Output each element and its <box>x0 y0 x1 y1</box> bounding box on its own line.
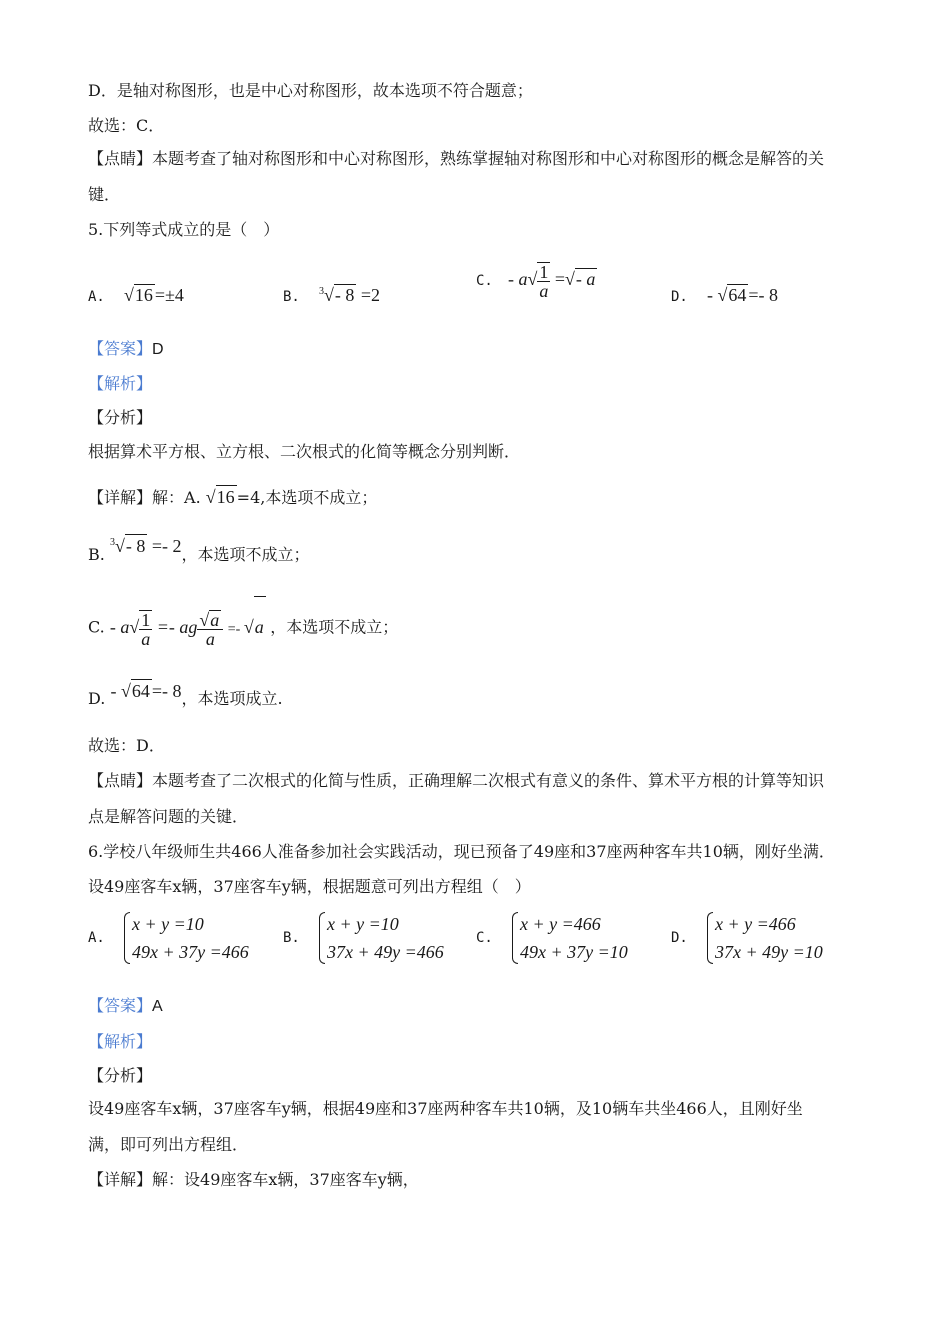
q5-comment-line1: 【点睛】本题考查了二次根式的化简与性质，正确理解二次根式有意义的条件、算术平方根的计算等知识 <box>88 771 825 790</box>
denominator: a <box>141 628 151 649</box>
q6-fenxi-tag: 【分析】 <box>88 1066 153 1085</box>
option-letter: B. <box>283 930 300 946</box>
radicand: 64 <box>131 681 150 701</box>
q6-option-c <box>476 910 628 966</box>
coefficient: - a <box>109 617 130 637</box>
answer-tag: 【答案】 <box>88 339 153 358</box>
option-letter: D. <box>671 930 688 946</box>
radicand: 16 <box>216 487 235 507</box>
q4-option-d-text: D．是轴对称图形，也是中心对称图形，故本选项不符合题意； <box>88 81 533 100</box>
coefficient: - a <box>507 269 528 290</box>
equation-2: 49x + 37y =466 <box>131 942 249 962</box>
denominator: a <box>205 628 215 649</box>
q4-choice: 故选：C． <box>88 116 165 135</box>
detail-suffix: =4,本选项不成立； <box>236 488 378 507</box>
q6-option-b <box>283 910 444 966</box>
q6-option-a <box>88 910 249 966</box>
q6-stem-line1: 6.学校八年级师生共466人准备参加社会实践活动，现已预备了49座和37座两种客车共10辆，刚好坐满． <box>88 842 835 861</box>
radicand: - 8 <box>125 536 146 556</box>
detail-prefix: 解：A. <box>152 488 201 507</box>
minus-sign: - <box>706 285 713 305</box>
detail-suffix: ，本选项成立. <box>181 689 283 708</box>
answer-value: A <box>152 998 163 1015</box>
q4-comment-line1: 【点睛】本题考查了轴对称图形和中心对称图形，熟练掌握轴对称图形和中心对称图形的概念是解答的关 <box>88 149 825 168</box>
detail-tag: 【详解】 <box>88 488 153 507</box>
option-letter: C. <box>476 930 493 946</box>
detail-prefix: B. <box>88 545 105 564</box>
q6-answer <box>88 995 163 1018</box>
equation-1: x + y =10 <box>326 914 399 934</box>
middle-term: =- ag <box>156 617 198 637</box>
detail-prefix: D. <box>88 689 106 708</box>
rhs: =±4 <box>154 285 184 305</box>
root-index: 3 <box>109 537 115 548</box>
rhs: =- 8 <box>151 681 182 701</box>
rhs: =- 8 <box>748 285 778 305</box>
equals: =- <box>227 622 244 637</box>
equals: = <box>554 269 565 290</box>
q5-analysis: 根据算术平方根、立方根、二次根式的化简等概念分别判断． <box>88 442 521 461</box>
detail-text: 解：设49座客车x辆，37座客车y辆， <box>152 1170 419 1189</box>
option-letter: A. <box>88 289 105 305</box>
rhs: =- 2 <box>151 536 182 556</box>
q6-detail <box>88 1169 419 1191</box>
q5-stem: 5.下列等式成立的是（ ） <box>88 220 280 239</box>
detail-tag: 【详解】 <box>88 1170 153 1189</box>
rhs: =2 <box>360 285 380 305</box>
detail-suffix: ，本选项不成立； <box>270 617 399 637</box>
q6-stem-line2: 设49座客车x辆，37座客车y辆，根据题意可列出方程组（ ） <box>88 877 531 896</box>
denominator: a <box>539 281 549 301</box>
detail-suffix: ，本选项不成立； <box>181 545 310 564</box>
equation-1: x + y =466 <box>714 914 796 934</box>
radicand: a <box>254 596 266 657</box>
q5-comment-line2: 点是解答问题的关键． <box>88 807 249 826</box>
equation-2: 37x + 49y =466 <box>326 942 444 962</box>
q4-comment-line2: 键． <box>88 185 121 204</box>
answer-tag: 【答案】 <box>88 996 153 1015</box>
q5-fenxi-tag: 【分析】 <box>88 408 153 427</box>
q5-choice: 故选：D． <box>88 736 165 755</box>
root-index: 3 <box>318 286 324 297</box>
option-letter: B. <box>283 289 300 305</box>
radicand: - a <box>575 269 596 290</box>
equation-2: 49x + 37y =10 <box>519 942 628 962</box>
radicand: 64 <box>728 285 747 305</box>
q6-analysis-line1: 设49座客车x辆，37座客车y辆，根据49座和37座两种客车共10辆，及10辆车共坐466人，且刚好坐 <box>88 1099 803 1118</box>
radicand: 16 <box>134 285 153 305</box>
minus-sign: - <box>110 681 117 701</box>
q6-jiexi-tag: 【解析】 <box>88 1032 153 1051</box>
q5-detail-d: D. - √64 =- 8，本选项成立. <box>88 681 283 708</box>
equation-2: 37x + 49y =10 <box>714 942 823 962</box>
numerator: a <box>210 609 220 630</box>
numerator: 1 <box>539 262 549 282</box>
option-letter: C. <box>476 273 493 289</box>
equation-1: x + y =10 <box>131 914 204 934</box>
answer-value: D <box>152 341 164 358</box>
q5-option-d: D. - √64 =- 8 <box>671 285 778 305</box>
detail-prefix: C. <box>88 617 105 637</box>
q5-jiexi-tag: 【解析】 <box>88 374 153 393</box>
q5-option-a: A. √16 =±4 <box>88 285 184 305</box>
q6-option-d <box>671 910 823 966</box>
q5-detail-c: C. - a√ $\frac{1}{a}$ =- ag $\frac{√a}{a}$ =- √a ，本选项不成立； <box>88 596 398 660</box>
equation-1: x + y =466 <box>519 914 601 934</box>
numerator: 1 <box>141 609 151 630</box>
q5-answer <box>88 338 164 361</box>
q5-option-b: B. $^3$√- 8 =2 <box>283 285 380 305</box>
q5-detail-b: B. $^3$√- 8 =- 2，本选项不成立； <box>88 536 310 564</box>
radicand: - 8 <box>334 285 355 305</box>
option-letter: D. <box>671 289 688 305</box>
q6-analysis-line2: 满，即可列出方程组． <box>88 1135 249 1154</box>
q5-detail-a: 【详解】解：A. √16 =4,本选项不成立； <box>88 487 378 507</box>
q5-option-c: C. - a√ $\frac{1}{a}$ =√- a <box>476 262 596 301</box>
option-letter: A. <box>88 930 105 946</box>
